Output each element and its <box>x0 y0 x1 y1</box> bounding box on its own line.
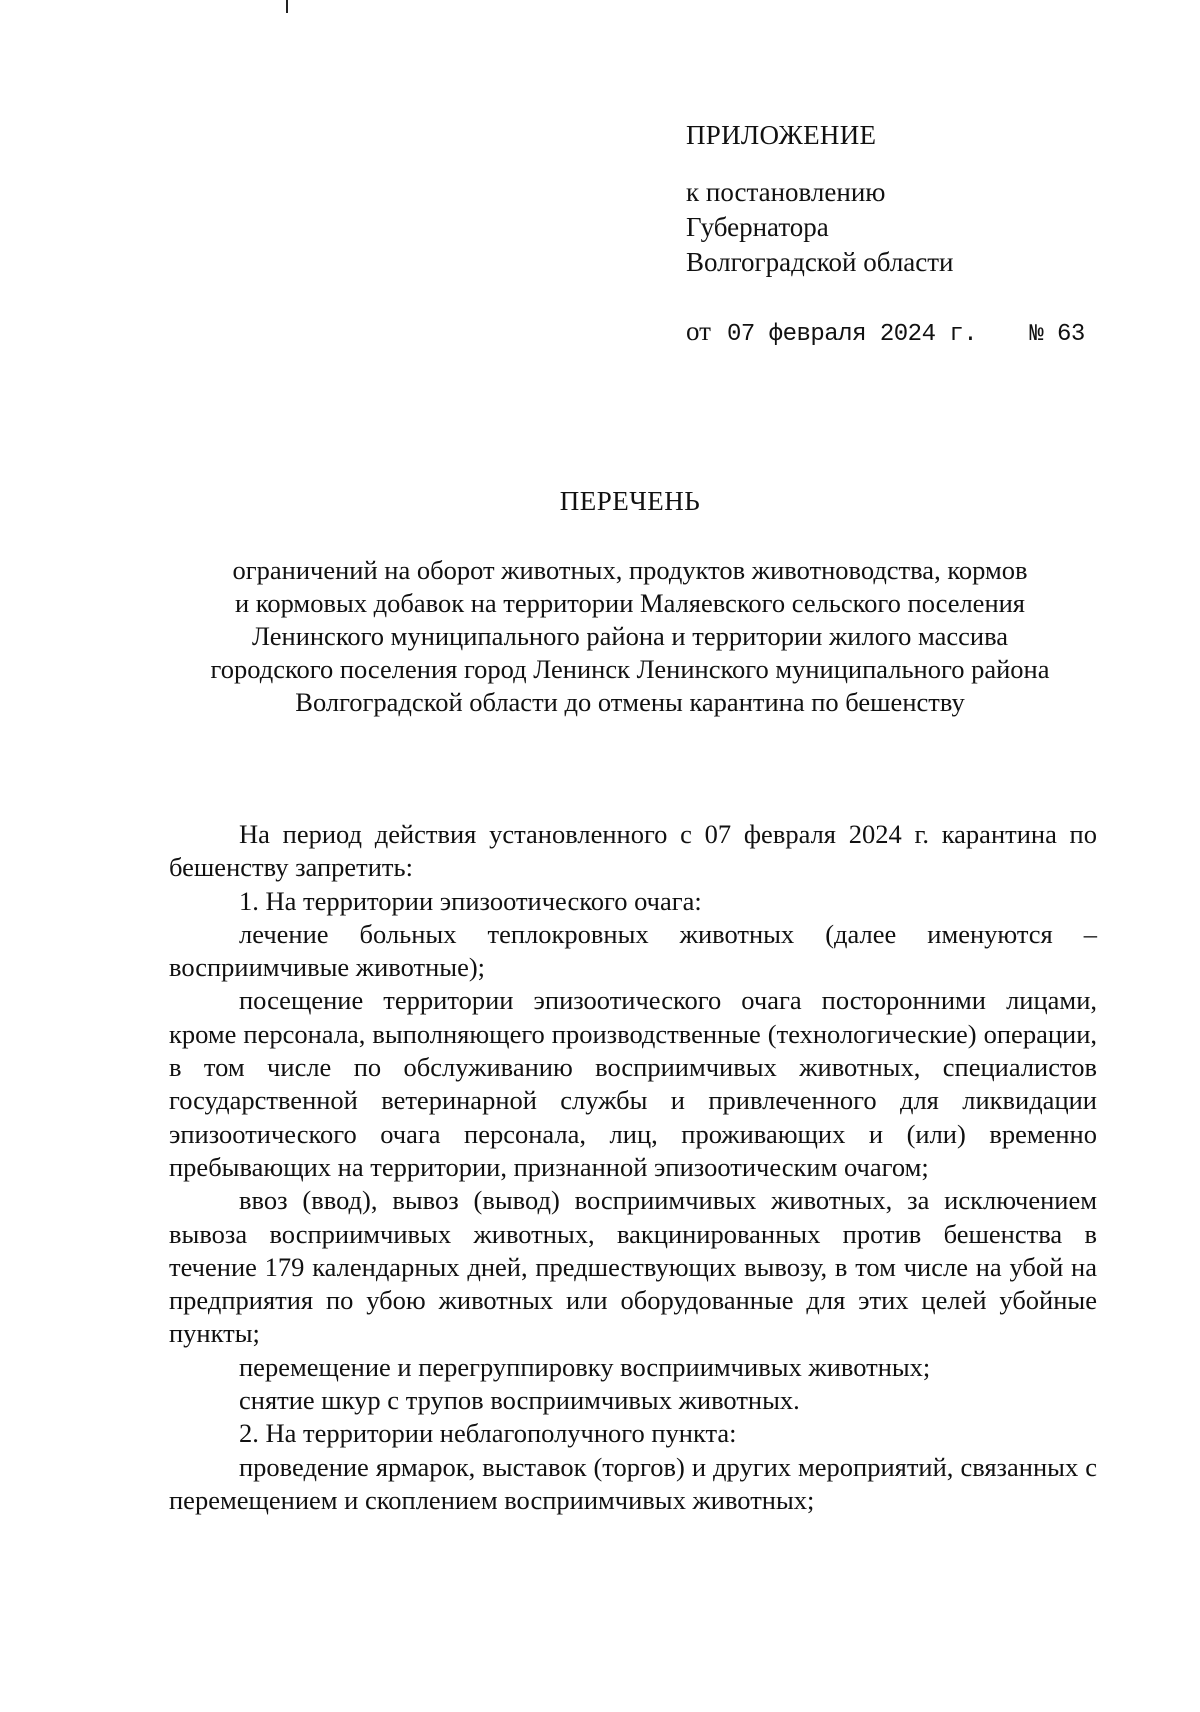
subtitle-line: ограничений на оборот животных, продуктов животноводства, кормов <box>232 555 1028 585</box>
subtitle-line: городского поселения город Ленинск Ленинского муниципального района <box>210 654 1050 684</box>
date-prefix: от <box>686 316 711 346</box>
appendix-block <box>686 118 954 280</box>
body-paragraph: 1. На территории эпизоотического очага: <box>239 885 702 916</box>
document-body <box>169 818 1097 1517</box>
document-heading: ПЕРЕЧЕНЬ <box>559 486 701 516</box>
document-subtitle <box>160 554 1100 719</box>
body-paragraph: На период действия установленного с 07 февраля 2024 г. карантина по бешенству запретить: <box>169 819 1097 883</box>
decree-date-line <box>686 316 1085 348</box>
decree-date: 07 февраля 2024 г. <box>726 321 978 348</box>
subtitle-line: Волгоградской области до отмены карантина по бешенству <box>295 687 965 717</box>
appendix-ref-line: к постановлению <box>686 177 886 207</box>
appendix-ref-line: Губернатора <box>686 212 829 242</box>
body-paragraph: перемещение и перегруппировку восприимчивых животных; <box>239 1351 931 1382</box>
appendix-title: ПРИЛОЖЕНИЕ <box>686 120 877 150</box>
appendix-ref-line: Волгоградской области <box>686 247 954 277</box>
body-paragraph: снятие шкур с трупов восприимчивых животных. <box>239 1385 800 1416</box>
scan-edge-mark <box>286 0 288 13</box>
body-paragraph: лечение больных теплокровных животных (далее именуются – восприимчивые животные); <box>169 918 1097 983</box>
decree-number: № 63 <box>1029 321 1085 348</box>
body-paragraph: ввоз (ввод), вывоз (вывод) восприимчивых животных, за исключением вывоза восприимчивых животных, вакцинированных против бешенства в течение 179 календарных дней, предшествующих вывозу, в том числе на убой на предприятия по убою животных или оборудованные для этих целей убойные пункты; <box>169 1185 1097 1349</box>
subtitle-line: и кормовых добавок на территории Маляевского сельского поселения <box>235 588 1025 618</box>
body-paragraph: проведение ярмарок, выставок (торгов) и других мероприятий, связанных с перемещением и скоплением восприимчивых животных; <box>169 1451 1097 1515</box>
body-paragraph: посещение территории эпизоотического очага посторонними лицами, кроме персонала, выполняющего производственные (технологические) операции, в том числе по обслуживанию восприимчивых животных, специалистов государственной ветеринарной службы и привлеченного для ликвидации эпизоотического очага персонала, лиц, проживающих и (или) временно пребывающих на территории, признанной эпизоотическим очагом; <box>169 985 1097 1182</box>
subtitle-line: Ленинского муниципального района и территории жилого массива <box>251 621 1009 651</box>
body-paragraph: 2. На территории неблагополучного пункта: <box>239 1418 737 1449</box>
